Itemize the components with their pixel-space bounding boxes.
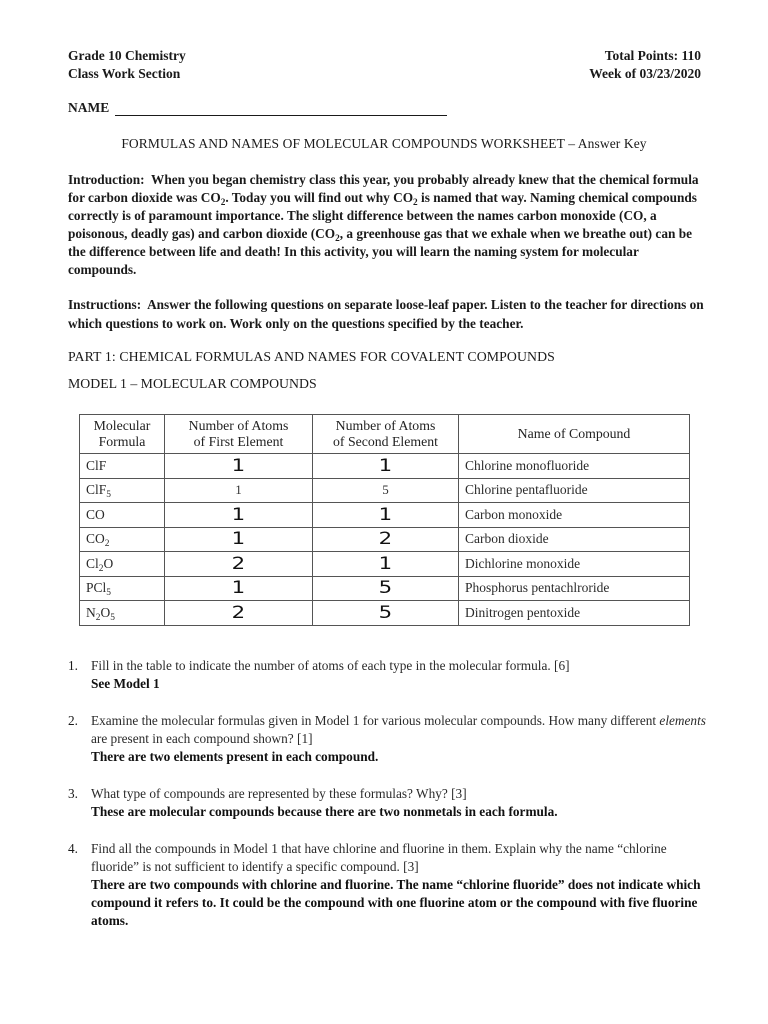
handwritten-answer: 1 [378, 455, 393, 476]
table-row [80, 503, 690, 528]
intro-text-1: When you began chemistry class this year, you probably already knew that the chemical formula for carbon dioxide was CO [68, 172, 699, 205]
formula-text: CO [86, 506, 105, 522]
first-count-cell[interactable] [165, 601, 313, 626]
header-text: of Second Element [333, 434, 438, 449]
question-number: 2. [68, 713, 78, 728]
header-compound-name: Name of Compound [459, 415, 690, 454]
first-count-cell[interactable] [165, 576, 313, 601]
formula-cell [80, 454, 165, 479]
questions-list [68, 657, 713, 949]
compound-name-cell: Carbon monoxide [459, 503, 690, 528]
formula-cell [80, 478, 165, 503]
question-text-emphasis: elements [659, 713, 706, 728]
name-input-line[interactable] [115, 101, 447, 116]
intro-text-3: is named that way. Naming chemical compounds correctly is of paramount importance. The slight difference between the names carbon monoxide (CO, a poisonous, deadly gas) and carbon dioxide (CO [68, 190, 697, 241]
header-text: Molecular [93, 418, 151, 433]
instructions-text: Answer the following questions on separate loose-leaf paper. Listen to the teacher for directions on which questions to work on. Work only on the questions specified by the teacher. [68, 297, 704, 331]
question-4 [68, 840, 713, 930]
model-1-table [79, 414, 690, 626]
formula-subscript: 5 [106, 588, 111, 599]
formula-text: O [100, 604, 111, 620]
compound-name-cell: Phosphorus pentachlroride [459, 576, 690, 601]
compound-name-cell: Dinitrogen pentoxide [459, 601, 690, 626]
formula-text: PCl [86, 580, 107, 596]
intro-text-2: . Today you will find out why CO [225, 190, 414, 205]
course-name: Grade 10 Chemistry [68, 48, 186, 63]
table-row [80, 527, 690, 552]
formula-subscript: 2 [95, 612, 101, 623]
question-2 [68, 712, 713, 766]
question-answer: There are two compounds with chlorine and fluorine. The name “chlorine fluoride” does not indicate which compound it refers to. It could be the compound with one fluorine atom or the compound with five fluorine atoms. [91, 877, 701, 928]
second-count-cell[interactable] [313, 601, 459, 626]
typed-value: 1 [235, 482, 242, 498]
header-molecular-formula [80, 415, 165, 454]
intro-sub-2: 2 [413, 197, 418, 208]
intro-sub-3: 2 [335, 233, 340, 244]
handwritten-answer: 2 [378, 529, 393, 550]
formula-subscript: 5 [110, 612, 115, 623]
handwritten-answer: 1 [231, 529, 246, 550]
question-answer: See Model 1 [91, 676, 160, 691]
formula-text: Cl [86, 555, 99, 571]
question-1 [68, 657, 713, 693]
handwritten-answer: 2 [231, 553, 246, 574]
question-text-part: Examine the molecular formulas given in Model 1 for various molecular compounds. How many different [91, 713, 660, 728]
handwritten-answer: 5 [378, 602, 393, 623]
handwritten-answer: 1 [378, 553, 393, 574]
compound-name-cell: Dichlorine monoxide [459, 552, 690, 577]
question-text [91, 712, 713, 748]
instructions-paragraph [68, 296, 713, 333]
name-label: NAME [68, 100, 110, 115]
week-date: Week of 03/23/2020 [589, 66, 701, 81]
question-text: Find all the compounds in Model 1 that have chlorine and fluorine in them. Explain why the name “chlorine fluoride” is not sufficient to identify a specific compound. [3] [91, 841, 667, 874]
formula-subscript: 2 [104, 539, 110, 550]
intro-text-4: , a greenhouse gas that we exhale when we breathe out) can be the difference between life and death! In this activity, you will learn the naming system for molecular compounds. [68, 226, 692, 277]
handwritten-answer: 5 [378, 578, 393, 599]
introduction-paragraph [68, 171, 708, 279]
model-title: MODEL 1 – MOLECULAR COMPOUNDS [68, 376, 317, 391]
second-count-cell[interactable] [313, 576, 459, 601]
second-count-cell[interactable] [313, 503, 459, 528]
first-count-cell[interactable] [165, 454, 313, 479]
second-count-cell[interactable] [313, 454, 459, 479]
question-number: 3. [68, 786, 78, 801]
header-text: Formula [98, 434, 146, 449]
compound-name-cell: Chlorine pentafluoride [459, 478, 690, 503]
second-count-cell[interactable] [313, 552, 459, 577]
question-number: 1. [68, 658, 78, 673]
model-table-container [79, 414, 690, 626]
header-text: Number of Atoms [188, 418, 289, 433]
handwritten-answer: 1 [231, 455, 246, 476]
question-text: Fill in the table to indicate the number of atoms of each type in the molecular formula. [6] [91, 658, 570, 673]
section-name: Class Work Section [68, 66, 181, 81]
header-second-element [313, 415, 459, 454]
first-count-cell[interactable] [165, 552, 313, 577]
worksheet-title: FORMULAS AND NAMES OF MOLECULAR COMPOUNDS WORKSHEET – Answer Key [121, 136, 647, 151]
formula-subscript: 5 [106, 490, 111, 501]
formula-text: ClF [86, 457, 107, 473]
formula-text: CO [86, 531, 105, 547]
table-row [80, 601, 690, 626]
formula-cell [80, 552, 165, 577]
formula-cell [80, 576, 165, 601]
first-count-cell[interactable] [165, 503, 313, 528]
handwritten-answer: 2 [231, 602, 246, 623]
formula-cell [80, 503, 165, 528]
question-answer: There are two elements present in each compound. [91, 749, 379, 764]
handwritten-answer: 1 [378, 504, 393, 525]
formula-text: O [103, 555, 114, 571]
handwritten-answer: 1 [231, 578, 246, 599]
table-row [80, 576, 690, 601]
formula-text: N [86, 604, 96, 620]
compound-name-cell: Carbon dioxide [459, 527, 690, 552]
formula-cell [80, 527, 165, 552]
total-points: Total Points: 110 [604, 48, 701, 63]
second-count-cell [313, 478, 459, 503]
table-row [80, 552, 690, 577]
first-count-cell [165, 478, 313, 503]
formula-text: ClF [86, 482, 107, 498]
header-right [589, 47, 701, 83]
part-title: PART 1: CHEMICAL FORMULAS AND NAMES FOR COVALENT COMPOUNDS [68, 349, 555, 364]
name-row [68, 100, 447, 116]
question-text: What type of compounds are represented by these formulas? Why? [3] [91, 786, 467, 801]
header-left [68, 47, 186, 83]
formula-cell [80, 601, 165, 626]
second-count-cell[interactable] [313, 527, 459, 552]
first-count-cell[interactable] [165, 527, 313, 552]
handwritten-answer: 1 [231, 504, 246, 525]
typed-value: 5 [382, 482, 389, 498]
table-row [80, 478, 690, 503]
compound-name-cell: Chlorine monofluoride [459, 454, 690, 479]
header-first-element [165, 415, 313, 454]
formula-subscript: 2 [98, 563, 104, 574]
question-3 [68, 785, 713, 821]
intro-sub-1: 2 [220, 197, 226, 208]
instructions-label: Instructions: [68, 297, 142, 312]
table-row [80, 454, 690, 479]
header-text: Number of Atoms [335, 418, 436, 433]
intro-label: Introduction: [68, 172, 145, 187]
header-text: of First Element [193, 434, 284, 449]
question-answer: These are molecular compounds because there are two nonmetals in each formula. [91, 804, 558, 819]
question-text-part: are present in each compound shown? [1] [91, 731, 313, 746]
question-number: 4. [68, 841, 78, 856]
table-header-row [80, 415, 690, 454]
